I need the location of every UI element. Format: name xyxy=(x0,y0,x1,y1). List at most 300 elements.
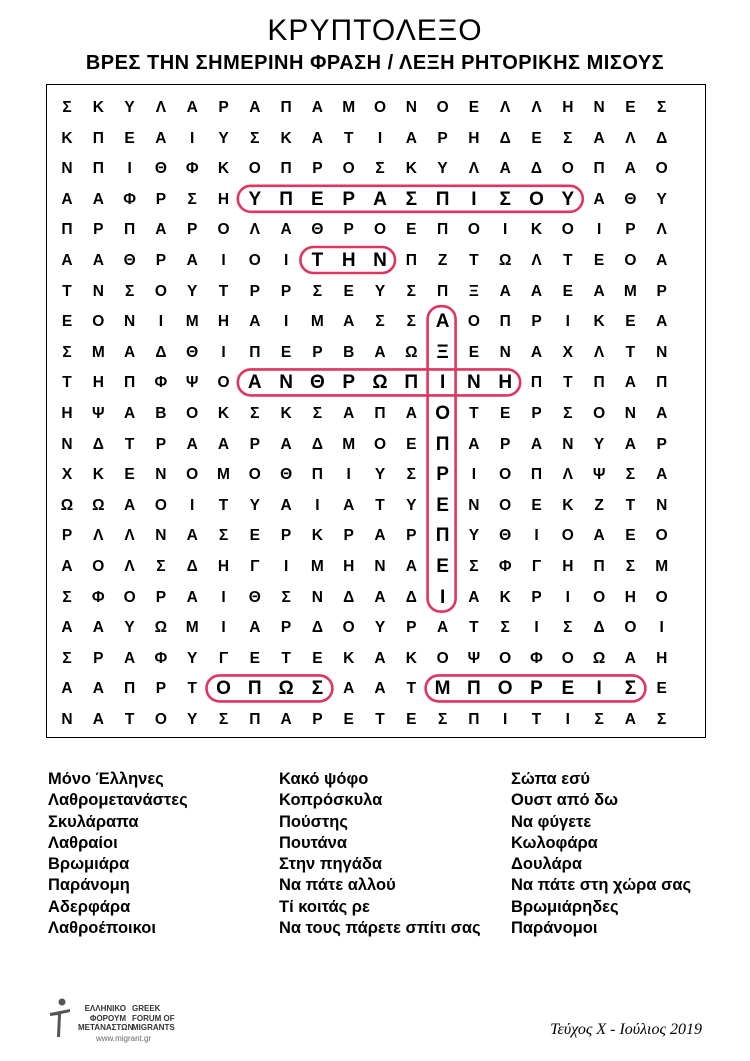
grid-letter: Ο xyxy=(593,588,606,606)
grid-letter: Υ xyxy=(249,496,260,514)
grid-letter: Κ xyxy=(217,405,230,422)
grid-letter: Π xyxy=(593,558,605,575)
grid-letter: Α xyxy=(624,374,636,392)
grid-letter: Ο xyxy=(154,496,167,514)
grid-letter: Κ xyxy=(280,129,292,147)
grid-letter: Α xyxy=(249,99,261,116)
grid-letter: Π xyxy=(405,252,417,269)
grid-letter: Η xyxy=(217,190,230,208)
grid-letter: Π xyxy=(435,433,450,455)
grid-letter: Τ xyxy=(62,374,72,392)
grid-letter: Λ xyxy=(124,527,135,545)
grid-letter: Α xyxy=(186,527,198,545)
grid-letter: Π xyxy=(279,188,293,210)
grid-letter: Σ xyxy=(250,405,260,422)
grid-letter: Ρ xyxy=(218,99,229,116)
grid-letter: Α xyxy=(405,129,417,147)
grid-letter: Ο xyxy=(499,466,512,484)
grid-letter: Ν xyxy=(61,435,73,453)
grid-letter: Α xyxy=(186,588,198,606)
grid-letter: Ο xyxy=(561,649,574,667)
grid-letter: Η xyxy=(341,250,356,271)
grid-letter: Ρ xyxy=(93,649,104,667)
logo-url: www.migrant.gr xyxy=(96,1034,152,1043)
word-item: Παράνομοι xyxy=(511,919,598,938)
grid-letter: Α xyxy=(280,711,292,728)
grid-letter: Δ xyxy=(155,343,167,361)
grid-letter: Τ xyxy=(62,282,72,300)
grid-letter: Π xyxy=(436,221,449,239)
grid-letter: Α xyxy=(311,129,323,147)
grid-letter: Ο xyxy=(593,405,606,422)
grid-letter: Ι xyxy=(221,619,226,637)
grid-letter: Π xyxy=(92,160,104,178)
grid-letter: Α xyxy=(374,527,386,545)
grid-letter: Α xyxy=(593,129,605,147)
grid-letter: Ο xyxy=(248,160,261,178)
word-item: Σκυλάραπα xyxy=(48,812,139,831)
grid-letter: Θ xyxy=(123,252,136,269)
grid-letter: Α xyxy=(343,405,355,422)
grid-letter: Σ xyxy=(625,466,636,484)
grid-letter: Τ xyxy=(311,250,324,271)
grid-letter: Ζ xyxy=(437,252,448,269)
grid-letter: Ρ xyxy=(280,282,292,300)
grid-letter: Τ xyxy=(375,711,385,728)
grid-letter: Ε xyxy=(531,129,542,147)
grid-letter: Υ xyxy=(593,435,605,453)
grid-letter: Ο xyxy=(373,99,387,116)
word-item: Πουτάνα xyxy=(279,833,347,852)
grid-letter: Σ xyxy=(563,129,573,147)
word-item: Να φύγετε xyxy=(511,812,592,831)
grid-letter: Κ xyxy=(61,129,73,147)
grid-letter: Ε xyxy=(406,435,417,453)
grid-letter: Ε xyxy=(625,99,636,116)
grid-letter: Λ xyxy=(249,221,260,239)
grid-letter: Π xyxy=(123,680,136,698)
grid-letter: Κ xyxy=(530,221,543,239)
grid-letter: Ξ xyxy=(468,282,479,300)
grid-letter: Ρ xyxy=(280,619,292,637)
grid-letter: Ι xyxy=(471,466,477,484)
grid-letter: Τ xyxy=(469,405,479,422)
grid-letter: Σ xyxy=(312,282,323,300)
grid-letter: Ι xyxy=(158,313,164,331)
grid-letter: Ν xyxy=(468,496,480,514)
grid-letter: Ρ xyxy=(531,405,542,422)
grid-letter: Ι xyxy=(283,313,289,331)
grid-letter: Υ xyxy=(561,188,575,210)
grid-letter: Κ xyxy=(92,99,104,116)
grid-letter: Π xyxy=(435,188,450,210)
grid-letter: Ρ xyxy=(530,678,543,700)
grid-letter: Π xyxy=(123,374,136,392)
grid-letter: Ε xyxy=(406,711,417,728)
grid-letter: Θ xyxy=(311,221,324,239)
grid-letter: Σ xyxy=(250,129,260,147)
word-item: Δουλάρα xyxy=(511,855,583,874)
grid-letter: Λ xyxy=(500,99,511,116)
grid-letter: Ε xyxy=(656,680,667,698)
grid-letter: Α xyxy=(374,343,386,361)
grid-letter: Π xyxy=(280,160,292,178)
grid-letter: Μ xyxy=(185,619,199,637)
grid-letter: Α xyxy=(405,405,417,422)
grid-letter: Ρ xyxy=(155,190,167,208)
grid-letter: Α xyxy=(436,619,449,637)
grid-letter: Σ xyxy=(312,405,323,422)
grid-letter: Δ xyxy=(593,619,605,637)
grid-letter: Ε xyxy=(436,494,449,516)
grid-letter: Ι xyxy=(439,372,446,394)
grid-letter: Ρ xyxy=(93,221,104,239)
grid-letter: Σ xyxy=(375,160,385,178)
grid-letter: Ε xyxy=(625,313,636,331)
grid-letter: Ο xyxy=(373,435,387,453)
grid-letter: Σ xyxy=(405,188,417,210)
migrant-figure-icon xyxy=(46,997,74,1041)
grid-letter: Δ xyxy=(186,558,198,575)
grid-letter: Π xyxy=(656,374,668,392)
grid-letter: Ε xyxy=(124,129,135,147)
grid-letter: Τ xyxy=(281,649,291,667)
grid-letter: Μ xyxy=(342,435,356,453)
grid-letter: Ο xyxy=(529,188,544,210)
grid-letter: Σ xyxy=(500,619,510,637)
grid-letter: Π xyxy=(123,221,136,239)
grid-letter: Α xyxy=(92,252,104,269)
grid-letter: Α xyxy=(61,252,73,269)
grid-letter: Κ xyxy=(217,160,230,178)
grid-letter: Α xyxy=(217,435,230,453)
grid-letter: Φ xyxy=(123,190,136,208)
grid-letter: Ε xyxy=(124,466,135,484)
grid-letter: Ε xyxy=(406,221,417,239)
grid-letter: Λ xyxy=(531,99,542,116)
grid-letter: Α xyxy=(656,466,668,484)
grid-letter: Ο xyxy=(186,466,199,484)
grid-letter: Σ xyxy=(187,190,197,208)
logo-greek-text xyxy=(78,1004,134,1033)
grid-letter: Α xyxy=(280,496,292,514)
grid-letter: Σ xyxy=(437,711,448,728)
grid-letter: Α xyxy=(656,405,668,422)
grid-letter: Ρ xyxy=(436,464,449,486)
grid-letter: Ν xyxy=(155,466,167,484)
grid-letter: Α xyxy=(123,343,136,361)
grid-letter: Κ xyxy=(343,649,355,667)
grid-letter: Π xyxy=(593,160,605,178)
grid-letter: Ο xyxy=(342,160,355,178)
word-item: Κακό ψόφο xyxy=(279,770,369,788)
grid-letter: Χ xyxy=(562,343,573,361)
grid-letter: Ρ xyxy=(342,372,356,394)
grid-letter: Δ xyxy=(530,160,543,178)
grid-letter: Δ xyxy=(311,619,323,637)
grid-letter: Φ xyxy=(498,558,512,575)
grid-letter: Σ xyxy=(218,527,229,545)
word-item: Αδερφάρα xyxy=(48,897,131,916)
grid-letter: Ω xyxy=(405,343,418,361)
letter-grid xyxy=(46,84,706,738)
grid-letter: Ρ xyxy=(406,527,417,545)
grid-letter: Π xyxy=(280,99,292,116)
grid-letter: Θ xyxy=(499,527,512,545)
grid-letter: Υ xyxy=(374,282,386,300)
grid-letter: Ν xyxy=(311,588,323,606)
grid-letter: Κ xyxy=(280,405,292,422)
grid-letter: Α xyxy=(61,619,73,637)
grid-letter: Τ xyxy=(469,619,479,637)
grid-letter: Θ xyxy=(624,190,637,208)
grid-letter: Ρ xyxy=(342,188,356,210)
grid-letter: Σ xyxy=(657,99,667,116)
grid-letter: Ρ xyxy=(312,343,323,361)
grid-letter: Ο xyxy=(499,496,512,514)
word-item: Στην πηγάδα xyxy=(279,855,383,874)
grid-letter: Ι xyxy=(221,252,226,269)
grid-letter: Τ xyxy=(625,496,636,514)
grid-letter: Α xyxy=(624,435,636,453)
grid-letter: Π xyxy=(404,372,419,394)
grid-letter: Ι xyxy=(596,221,602,239)
word-item: Βρωμιάρηδες xyxy=(511,897,619,916)
grid-letter: Β xyxy=(155,405,167,422)
grid-letter: Ρ xyxy=(249,282,260,300)
grid-letter: Σ xyxy=(406,282,416,300)
grid-letter: Α xyxy=(155,221,167,239)
grid-letter: Υ xyxy=(187,649,198,667)
grid-letter: Υ xyxy=(374,619,386,637)
grid-letter: Ι xyxy=(127,160,132,178)
grid-letter: Ρ xyxy=(343,527,354,545)
grid-letter: Δ xyxy=(343,588,355,606)
grid-letter: Υ xyxy=(248,188,262,210)
grid-letter: Κ xyxy=(405,649,417,667)
grid-letter: Τ xyxy=(563,252,573,269)
grid-letter: Δ xyxy=(656,129,668,147)
grid-letter: Φ xyxy=(530,649,543,667)
grid-letter: Ρ xyxy=(500,435,511,453)
grid-letter: Σ xyxy=(469,558,479,575)
grid-letter: Λ xyxy=(531,252,542,269)
grid-letter: Σ xyxy=(406,313,416,331)
grid-letter: Ο xyxy=(248,466,261,484)
grid-letter: Ο xyxy=(186,405,199,422)
grid-letter: Ρ xyxy=(280,527,292,545)
grid-letter: Υ xyxy=(406,496,417,514)
grid-letter: Ε xyxy=(531,496,542,514)
grid-letter: Σ xyxy=(62,343,72,361)
grid-letter: Κ xyxy=(499,588,511,606)
word-item: Λαθροέποικοι xyxy=(48,919,156,938)
grid-letter: Η xyxy=(217,313,230,331)
grid-letter: Π xyxy=(249,711,261,728)
grid-letter: Υ xyxy=(187,711,198,728)
grid-letter: Ο xyxy=(342,619,355,637)
grid-letter: Ρ xyxy=(625,221,636,239)
grid-letter: Δ xyxy=(92,435,104,453)
grid-letter: Σ xyxy=(218,711,229,728)
grid-letter: Ρ xyxy=(155,252,167,269)
grid-letter: Ω xyxy=(92,496,105,514)
grid-letter: Α xyxy=(499,160,511,178)
grid-letter: Ν xyxy=(499,343,511,361)
grid-letter: Μ xyxy=(91,343,105,361)
grid-letter: Ο xyxy=(655,160,668,178)
grid-letter: Α xyxy=(186,99,198,116)
grid-letter: Ι xyxy=(439,586,446,608)
word-item: Να πάτε αλλού xyxy=(279,876,396,895)
word-item: Λαθρομετανάστες xyxy=(48,791,188,810)
grid-letter: Κ xyxy=(311,527,323,545)
grid-letter: Ω xyxy=(278,678,294,700)
grid-letter: Χ xyxy=(61,466,73,484)
grid-letter: Π xyxy=(593,374,605,392)
word-item: Να πάτε στη χώρα σας xyxy=(511,876,692,895)
grid-letter: Ρ xyxy=(656,435,667,453)
grid-letter: Ι xyxy=(503,221,508,239)
grid-letter: Υ xyxy=(187,282,198,300)
grid-letter: Φ xyxy=(91,588,105,606)
grid-letter: Ν xyxy=(405,99,417,116)
grid-letter: Α xyxy=(186,435,198,453)
grid-letter: Ν xyxy=(562,435,574,453)
grid-letter: Γ xyxy=(218,649,229,667)
grid-letter: Ρ xyxy=(155,588,167,606)
grid-letter: Υ xyxy=(437,160,448,178)
grid-letter: Ω xyxy=(592,649,606,667)
puzzle-title: ΚΡΥΠΤΟΛΕΞΟ xyxy=(267,14,483,47)
grid-letter: Α xyxy=(530,343,543,361)
grid-letter: Ο xyxy=(436,649,449,667)
grid-letter: Ο xyxy=(92,558,105,575)
word-item: Να τους πάρετε σπίτι σας xyxy=(279,919,481,938)
grid-letter: Ω xyxy=(498,252,512,269)
grid-letter: Ι xyxy=(534,619,539,637)
grid-letter: Ν xyxy=(155,527,167,545)
grid-letter: Π xyxy=(92,129,104,147)
puzzle-subtitle: ΒΡΕΣ ΤΗΝ ΣΗΜΕΡΙΝΗ ΦΡΑΣΗ / ΛΕΞΗ ΡΗΤΟΡΙΚΗΣ ΜΙΣΟΥΣ xyxy=(85,52,665,74)
grid-letter: Δ xyxy=(405,588,417,606)
grid-letter: Μ xyxy=(655,558,669,575)
grid-letter: Α xyxy=(374,680,386,698)
word-item: Σώπα εσύ xyxy=(511,770,591,788)
grid-letter: Ω xyxy=(372,372,388,394)
grid-letter: Σ xyxy=(594,711,604,728)
grid-letter: Α xyxy=(373,188,387,210)
grid-letter: Λ xyxy=(656,221,667,239)
grid-letter: Ρ xyxy=(155,435,167,453)
grid-letter: Α xyxy=(468,435,480,453)
grid-letter: Π xyxy=(468,711,480,728)
grid-letter: Υ xyxy=(656,190,667,208)
grid-letter: Η xyxy=(562,558,574,575)
grid-letter: Α xyxy=(405,558,417,575)
grid-letter: Σ xyxy=(62,649,72,667)
grid-letter: Α xyxy=(249,619,261,637)
grid-letter: Α xyxy=(186,252,198,269)
word-list-column-1 xyxy=(48,769,188,939)
grid-letter: Β xyxy=(343,343,355,361)
grid-letter: Η xyxy=(92,374,104,392)
grid-letter: Η xyxy=(562,99,574,116)
word-item: Βρωμιάρα xyxy=(48,855,130,874)
grid-letter: Σ xyxy=(657,711,667,728)
grid-letter: Ν xyxy=(61,711,73,728)
grid-letter: Ψ xyxy=(185,374,199,392)
grid-letter: Α xyxy=(530,282,543,300)
grid-letter: Ν xyxy=(279,372,293,394)
grid-letter: Μ xyxy=(310,558,324,575)
grid-letter: Α xyxy=(343,313,355,331)
grid-letter: Ι xyxy=(565,588,570,606)
grid-letter: Π xyxy=(61,221,73,239)
grid-letter: Υ xyxy=(374,466,386,484)
grid-letter: Σ xyxy=(124,282,135,300)
grid-letter: Κ xyxy=(593,313,605,331)
grid-letter: Σ xyxy=(499,188,511,210)
grid-letter: Ι xyxy=(534,527,539,545)
logo-gr-line: ΦΟΡΟΥΜ xyxy=(89,1013,126,1023)
grid-letter: Π xyxy=(374,405,386,422)
grid-letter: Ν xyxy=(593,99,605,116)
grid-letter: Ε xyxy=(343,282,354,300)
grid-letter: Ε xyxy=(436,556,449,577)
grid-letter: Α xyxy=(593,527,605,545)
grid-letter: Ρ xyxy=(187,221,198,239)
grid-letter: Ν xyxy=(61,160,73,178)
grid-letter: Μ xyxy=(217,466,230,484)
grid-letter: Σ xyxy=(624,678,637,700)
grid-letter: Ρ xyxy=(656,282,667,300)
grid-letter: Ε xyxy=(311,188,324,210)
grid-letter: Α xyxy=(624,649,636,667)
grid-letter: Α xyxy=(343,496,355,514)
word-item: Πούστης xyxy=(279,812,348,831)
grid-letter: Ε xyxy=(280,343,292,361)
grid-letter: Ρ xyxy=(61,527,73,545)
grid-letter: Τ xyxy=(563,374,573,392)
word-item: Κοπρόσκυλα xyxy=(279,791,383,810)
grid-letter: Τ xyxy=(187,680,197,698)
grid-letter: Π xyxy=(499,313,511,331)
grid-letter: Τ xyxy=(406,680,417,698)
grid-letter: Ν xyxy=(624,405,636,422)
grid-letter: Ε xyxy=(343,711,354,728)
grid-letter: Η xyxy=(624,588,636,606)
grid-letter: Γ xyxy=(250,558,260,575)
word-list-column-3 xyxy=(511,769,691,939)
grid-letter: Λ xyxy=(468,160,480,178)
grid-letter: Α xyxy=(61,680,73,698)
grid-letter: Ο xyxy=(655,588,668,606)
grid-letter: Ν xyxy=(123,313,136,331)
grid-letter: Α xyxy=(656,313,668,331)
word-item: Μόνο Έλληνες xyxy=(48,770,164,788)
grid-letter: Ο xyxy=(217,374,230,392)
grid-letter: Ο xyxy=(561,221,574,239)
grid-letter: Ε xyxy=(593,252,605,269)
grid-letter: Λ xyxy=(124,558,135,575)
logo-en-line: GREEK xyxy=(132,1004,161,1013)
grid-letter: Η xyxy=(656,649,668,667)
grid-letter: Τ xyxy=(124,435,135,453)
grid-letter: Σ xyxy=(156,558,166,575)
grid-letter: Π xyxy=(311,466,323,484)
grid-letter: Κ xyxy=(405,160,417,178)
